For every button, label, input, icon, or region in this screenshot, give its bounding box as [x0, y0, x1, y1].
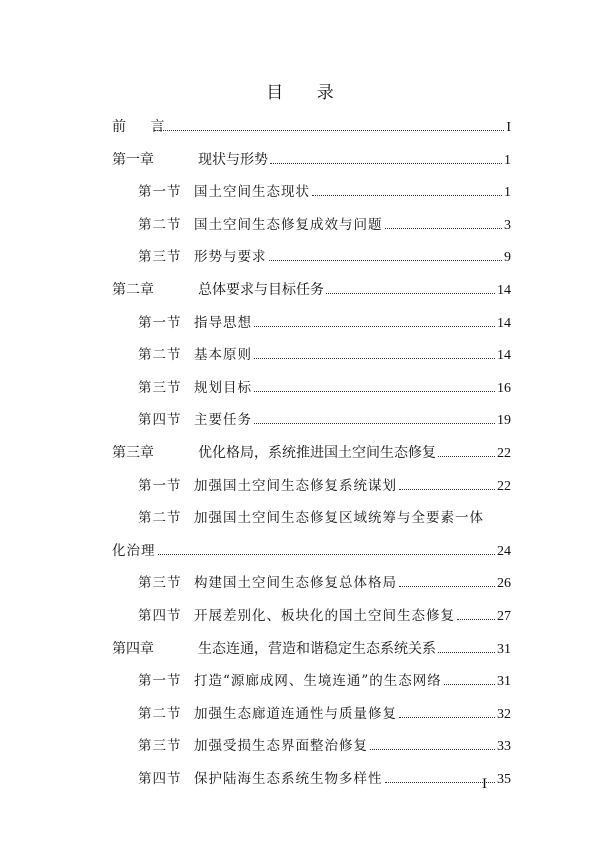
- dot-leader: [254, 326, 495, 327]
- section-title: 规划目标: [194, 379, 252, 396]
- section-title: 基本原则: [194, 347, 252, 364]
- section-number: 第三节: [138, 249, 182, 266]
- dot-leader: [158, 554, 496, 555]
- page-ref: 33: [497, 739, 511, 755]
- dot-leader: [154, 130, 504, 131]
- toc-preface-entry[interactable]: [112, 116, 511, 138]
- dot-leader: [444, 684, 495, 685]
- page-ref: 14: [497, 315, 511, 331]
- page-ref: 35: [497, 772, 511, 787]
- toc-chapter-entry[interactable]: [112, 638, 511, 660]
- section-number: 第二节: [138, 510, 182, 527]
- section-title: 加强生态廊道连通性与质量修复: [194, 705, 397, 722]
- toc-section-entry[interactable]: [138, 181, 511, 203]
- dot-leader: [399, 717, 495, 718]
- section-number: 第三节: [138, 738, 182, 755]
- section-number: 第二节: [138, 347, 182, 364]
- toc-chapter-entry[interactable]: [112, 149, 511, 171]
- page-ref: 22: [497, 446, 511, 461]
- section-title: 打造“源廊成网、生境连通”的生态网络: [194, 673, 442, 690]
- section-number: 第四节: [138, 771, 182, 787]
- section-title: 主要任务: [194, 412, 252, 429]
- chapter-number: 前 言: [112, 119, 175, 135]
- section-title: 形势与要求: [194, 249, 267, 266]
- toc-entry[interactable]: [138, 507, 484, 529]
- section-title-continued: 化治理: [112, 542, 156, 559]
- section-title: 构建国土空间生态修复总体格局: [194, 575, 397, 592]
- page-ref: 24: [497, 543, 511, 559]
- section-title: 加强国土空间生态修复区域统筹与全要素一体: [194, 510, 484, 527]
- chapter-title: 优化格局，系统推进国土空间生态修复: [198, 445, 436, 461]
- dot-leader: [399, 489, 495, 490]
- dot-leader: [254, 423, 495, 424]
- section-number: 第一节: [138, 477, 182, 494]
- section-number: 第二节: [138, 705, 182, 722]
- chapter-number: 第四章: [112, 640, 154, 657]
- dot-leader: [457, 619, 495, 620]
- section-title: 保护陆海生态系统生物多样性: [194, 771, 383, 787]
- toc-section-entry[interactable]: [138, 572, 511, 594]
- chapter-number: 第一章: [112, 151, 154, 168]
- dot-leader: [385, 782, 496, 783]
- chapter-number: 第三章: [112, 445, 154, 461]
- toc-section-entry[interactable]: [138, 735, 511, 757]
- page-ref: 22: [497, 478, 511, 494]
- page-ref: 31: [497, 641, 511, 657]
- chapter-title: 总体要求与目标任务: [198, 282, 324, 298]
- section-title: 国土空间生态现状: [194, 184, 310, 201]
- toc-section-entry[interactable]: [138, 344, 511, 366]
- section-number: 第四节: [138, 412, 182, 429]
- page-ref: 19: [497, 413, 511, 429]
- page-ref: 32: [497, 706, 511, 722]
- page-ref: 31: [497, 674, 511, 690]
- page-ref: 27: [497, 609, 511, 624]
- chapter-title: 生态连通，营造和谐稳定生态系统关系: [198, 640, 436, 657]
- toc-section-entry[interactable]: [138, 214, 511, 236]
- dot-leader: [254, 391, 495, 392]
- toc-section-entry[interactable]: [138, 246, 511, 268]
- dot-leader: [399, 586, 495, 587]
- dot-leader: [370, 749, 495, 750]
- section-title: 指导思想: [194, 314, 252, 331]
- page-ref: 1: [504, 185, 511, 201]
- dot-leader: [438, 652, 495, 653]
- page-ref: 3: [504, 217, 511, 233]
- section-title: 加强受损生态界面整治修复: [194, 738, 368, 755]
- chapter-title: 现状与形势: [198, 151, 268, 168]
- section-number: 第一节: [138, 184, 182, 201]
- section-number: 第四节: [138, 608, 182, 624]
- toc-section-entry[interactable]: [138, 605, 511, 627]
- page-ref: 16: [497, 380, 511, 396]
- page-ref: 9: [504, 250, 511, 266]
- toc-chapter-entry[interactable]: [112, 279, 511, 301]
- toc-section-entry[interactable]: [138, 377, 511, 399]
- dot-leader: [312, 195, 502, 196]
- section-number: 第三节: [138, 379, 182, 396]
- page-ref: 14: [497, 348, 511, 364]
- toc-section-entry[interactable]: [138, 475, 511, 497]
- page-ref: 14: [497, 283, 511, 298]
- dot-leader: [385, 228, 503, 229]
- section-title: 国土空间生态修复成效与问题: [194, 216, 383, 233]
- section-title: 开展差别化、板块化的国土空间生态修复: [194, 608, 455, 624]
- dot-leader: [270, 163, 502, 164]
- section-title: 加强国土空间生态修复系统谋划: [194, 477, 397, 494]
- page-title: 目 录: [266, 83, 348, 103]
- dot-leader: [326, 293, 495, 294]
- page-ref: I: [506, 120, 511, 135]
- section-number: 第三节: [138, 575, 182, 592]
- toc-entry-continuation[interactable]: [112, 540, 511, 562]
- chapter-number: 第二章: [112, 282, 154, 298]
- toc-section-entry[interactable]: [138, 409, 511, 431]
- page-number: I: [482, 776, 487, 792]
- toc-section-entry[interactable]: [138, 768, 511, 790]
- toc-chapter-entry[interactable]: [112, 442, 511, 464]
- page-ref: 1: [504, 152, 511, 168]
- section-number: 第二节: [138, 216, 182, 233]
- section-number: 第一节: [138, 673, 182, 690]
- dot-leader: [269, 260, 503, 261]
- dot-leader: [254, 358, 495, 359]
- dot-leader: [438, 456, 495, 457]
- toc-section-entry[interactable]: [138, 312, 511, 334]
- toc-section-entry[interactable]: [138, 670, 511, 692]
- toc-section-entry[interactable]: [138, 703, 511, 725]
- page-ref: 26: [497, 576, 511, 592]
- section-number: 第一节: [138, 314, 182, 331]
